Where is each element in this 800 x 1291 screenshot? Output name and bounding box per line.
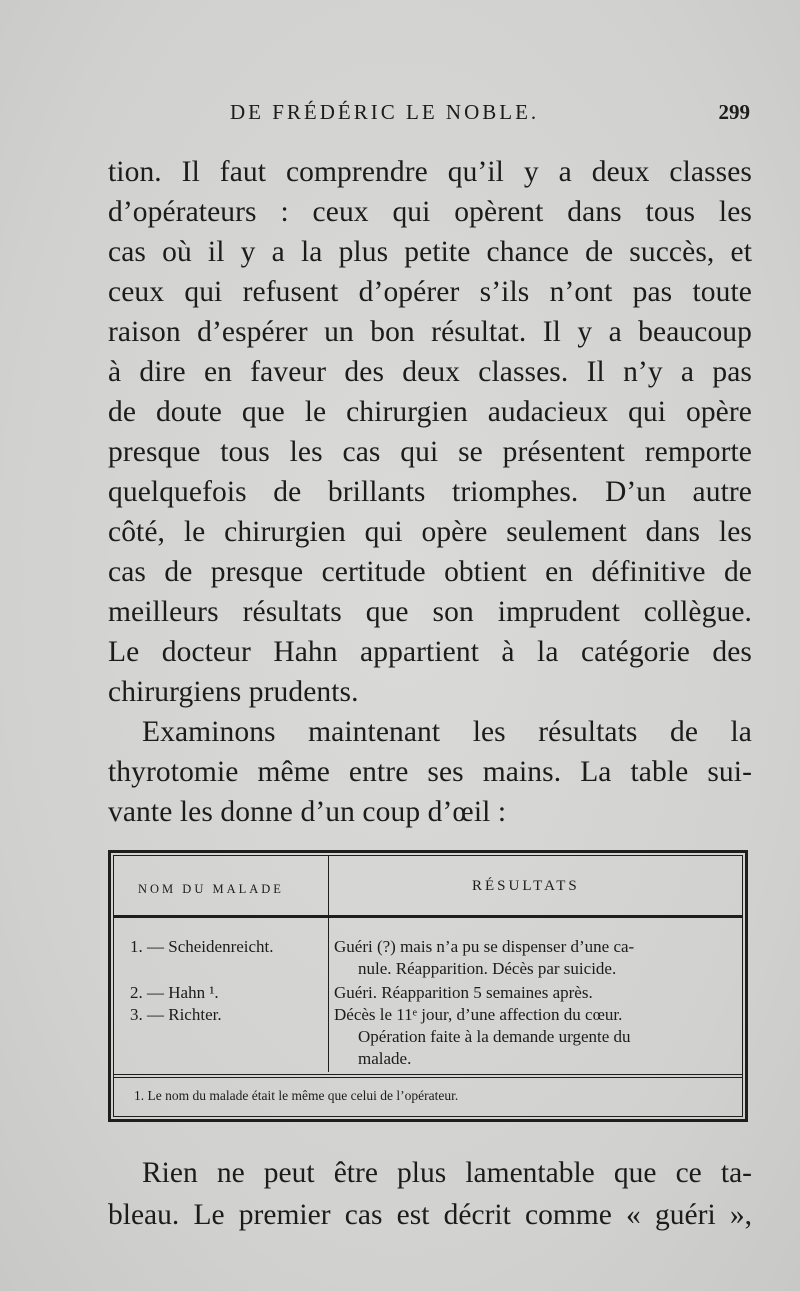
row-1-result-line: Guéri (?) mais n’a pu se dispenser d’une ca- xyxy=(334,937,635,956)
row-2-result-line: Guéri. Réapparition 5 semaines après. xyxy=(334,983,593,1002)
table-inner-frame xyxy=(113,855,743,1117)
text-line: bleau. Le premier cas est décrit comme « guéri », xyxy=(108,1199,752,1231)
table-footnote: 1. Le nom du malade était le même que celui de l’opérateur. xyxy=(134,1088,459,1103)
paragraph-1 xyxy=(108,152,752,832)
text-line: côté, le chirurgien qui opère seulement dans les xyxy=(108,516,752,548)
footnote-rule xyxy=(114,1077,742,1078)
text-line: d’opérateurs : ceux qui opèrent dans tous les xyxy=(108,196,752,228)
footnote-rule xyxy=(114,1074,742,1075)
text-line: quelquefois de brillants triomphes. D’un autre xyxy=(108,476,752,508)
row-3-result-line: Opération faite à la demande urgente du xyxy=(358,1027,631,1046)
text-line: Le docteur Hahn appartient à la catégorie des xyxy=(108,636,752,668)
row-3-result-line: Décès le 11ᵉ jour, d’une affection du cœur. xyxy=(334,1005,623,1024)
text-line: presque tous les cas qui se présentent remporte xyxy=(108,436,752,468)
text-line: Rien ne peut être plus lamentable que ce ta- xyxy=(142,1157,752,1189)
page-number: 299 xyxy=(718,100,750,124)
text-line: tion. Il faut comprendre qu’il y a deux classes xyxy=(108,156,752,188)
text-line: ceux qui refusent d’opérer s’ils n’ont pas toute xyxy=(108,276,752,308)
column-header-results: RÉSULTATS xyxy=(472,878,580,894)
text-line: à dire en faveur des deux classes. Il n’y a pas xyxy=(108,356,752,388)
running-title: DE FRÉDÉRIC LE NOBLE. xyxy=(230,100,540,124)
column-header-name: NOM DU MALADE xyxy=(138,882,284,896)
paragraph-3 xyxy=(108,1152,752,1236)
text-line: thyrotomie même entre ses mains. La table sui- xyxy=(108,756,752,788)
row-1-name: 1. — Scheidenreicht. xyxy=(130,937,274,956)
header-rule xyxy=(114,915,742,918)
row-2-name: 2. — Hahn ¹. xyxy=(130,983,219,1002)
results-table xyxy=(108,850,748,1122)
text-line: raison d’espérer un bon résultat. Il y a beaucoup xyxy=(108,316,752,348)
text-line: chirurgiens prudents. xyxy=(108,676,359,708)
row-1-result-line: nule. Réapparition. Décès par suicide. xyxy=(358,959,617,978)
text-line: cas de presque certitude obtient en définitive de xyxy=(108,556,752,588)
running-head xyxy=(108,100,750,130)
text-line: cas où il y a la plus petite chance de succès, et xyxy=(108,236,752,268)
text-line: meilleurs résultats que son imprudent collègue. xyxy=(108,596,752,628)
text-line: de doute que le chirurgien audacieux qui opère xyxy=(108,396,752,428)
text-line: vante les donne d’un coup d’œil : xyxy=(108,796,507,828)
text-line: Examinons maintenant les résultats de la xyxy=(142,716,752,748)
row-3-result-line: malade. xyxy=(358,1049,412,1068)
row-3-name: 3. — Richter. xyxy=(130,1005,222,1024)
column-divider xyxy=(328,856,329,1072)
